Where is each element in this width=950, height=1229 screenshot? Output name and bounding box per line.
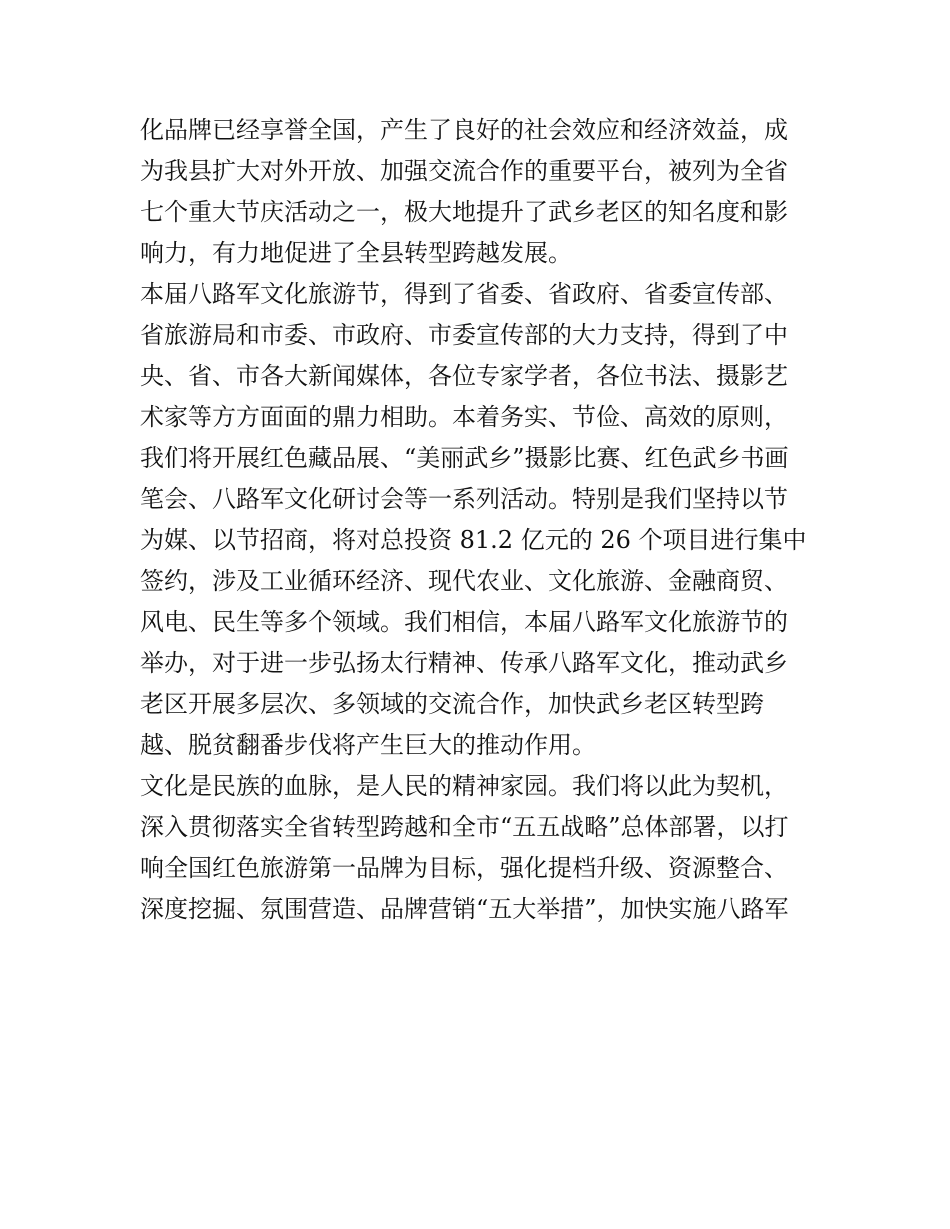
text-line: 为我县扩大对外开放、加强交流合作的重要平台，被列为全省 bbox=[140, 157, 788, 185]
text-line: 七个重大节庆活动之一，极大地提升了武乡老区的知名度和影 bbox=[140, 198, 788, 226]
paragraph-3 bbox=[140, 766, 816, 930]
text-line: 风电、民生等多个领域。我们相信，本届八路军文化旅游节的 bbox=[140, 608, 788, 636]
document-body bbox=[140, 110, 816, 930]
text-line: 术家等方方面面的鼎力相助。本着务实、节俭、高效的原则， bbox=[140, 403, 788, 431]
text-line: 我们将开展红色藏品展、“美丽武乡”摄影比赛、红色武乡书画 bbox=[140, 444, 789, 472]
text-line: 笔会、八路军文化研讨会等一系列活动。特别是我们坚持以节 bbox=[140, 485, 788, 513]
text-line: 响全国红色旅游第一品牌为目标，强化提档升级、资源整合、 bbox=[140, 854, 788, 882]
text-line: 省旅游局和市委、市政府、市委宣传部的大力支持，得到了中 bbox=[140, 321, 788, 349]
text-line: 深度挖掘、氛围营造、品牌营销“五大举措”，加快实施八路军 bbox=[140, 895, 789, 923]
text-line: 老区开展多层次、多领域的交流合作，加快武乡老区转型跨 bbox=[140, 690, 764, 718]
text-line: 央、省、市各大新闻媒体，各位专家学者，各位书法、摄影艺 bbox=[140, 362, 788, 390]
paragraph-2 bbox=[140, 274, 816, 766]
text-line: 文化是民族的血脉，是人民的精神家园。我们将以此为契机， bbox=[140, 772, 788, 800]
text-line: 为媒、以节招商，将对总投资 81.2 亿元的 26 个项目进行集中 bbox=[140, 526, 807, 554]
paragraph-1 bbox=[140, 110, 816, 274]
text-line: 签约，涉及工业循环经济、现代农业、文化旅游、金融商贸、 bbox=[140, 567, 788, 595]
text-line: 越、脱贫翻番步伐将产生巨大的推动作用。 bbox=[140, 731, 596, 759]
text-line: 举办，对于进一步弘扬太行精神、传承八路军文化，推动武乡 bbox=[140, 649, 788, 677]
text-line: 深入贯彻落实全省转型跨越和全市“五五战略”总体部署，以打 bbox=[140, 813, 789, 841]
text-line: 化品牌已经享誉全国，产生了良好的社会效应和经济效益，成 bbox=[140, 116, 788, 144]
text-line: 本届八路军文化旅游节，得到了省委、省政府、省委宣传部、 bbox=[140, 280, 788, 308]
text-line: 响力，有力地促进了全县转型跨越发展。 bbox=[140, 239, 572, 267]
